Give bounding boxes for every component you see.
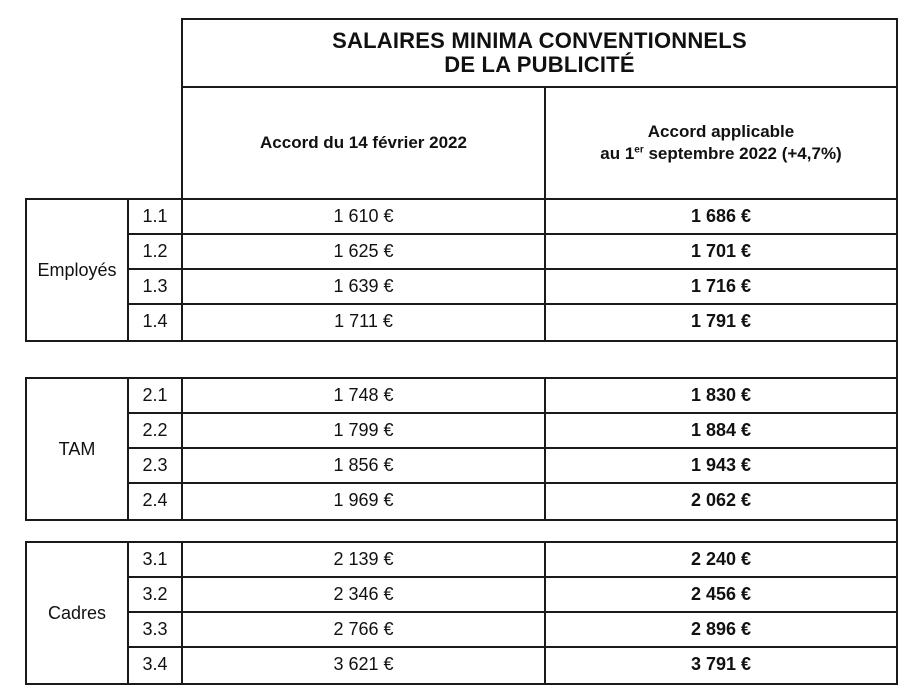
level-cell: 1.3 <box>142 276 168 296</box>
old-salary-cell: 1 639 € <box>333 276 394 296</box>
table-title-line2: DE LA PUBLICITÉ <box>444 52 635 77</box>
old-salary-cell: 1 856 € <box>333 455 394 475</box>
old-salary-cell: 1 748 € <box>333 385 394 405</box>
level-cell: 2.4 <box>142 490 168 510</box>
group-bottom-border <box>25 683 898 685</box>
new-salary-cell: 2 896 € <box>690 619 752 639</box>
old-salary-cell: 1 625 € <box>333 241 394 261</box>
new-salary-cell: 1 830 € <box>690 385 752 405</box>
new-salary-cell: 1 884 € <box>690 420 752 440</box>
old-salary-cell: 3 621 € <box>333 654 394 674</box>
new-salary-cell: 2 240 € <box>690 549 752 569</box>
column-header-new <box>546 88 896 198</box>
group-bottom-border <box>25 340 898 342</box>
new-salary-cell: 1 686 € <box>690 206 752 226</box>
group-label: TAM <box>58 438 96 459</box>
header-right-border <box>896 18 898 200</box>
level-cell: 1.4 <box>142 311 168 331</box>
old-salary-cell: 1 969 € <box>333 490 394 510</box>
old-salary-cell: 2 346 € <box>333 584 394 604</box>
level-cell: 2.3 <box>142 455 168 475</box>
column-header-new-line1: Accord applicable <box>647 122 795 141</box>
column-header-new-line2: au 1er septembre 2022 (+4,7%) <box>600 144 842 163</box>
new-salary-cell: 1 716 € <box>690 276 752 296</box>
new-salary-cell: 1 943 € <box>690 455 752 475</box>
group-right-border <box>896 541 898 685</box>
new-salary-cell: 1 701 € <box>690 241 752 261</box>
new-salary-cell: 2 456 € <box>690 584 752 604</box>
level-cell: 1.1 <box>142 206 168 226</box>
level-cell: 1.2 <box>142 241 168 261</box>
old-salary-cell: 1 610 € <box>333 206 394 226</box>
table-title-line1: SALAIRES MINIMA CONVENTIONNELS <box>332 28 747 53</box>
new-salary-cell: 2 062 € <box>690 490 752 510</box>
column-header-old: Accord du 14 février 2022 <box>260 133 467 152</box>
group-bottom-border <box>25 519 898 521</box>
old-salary-cell: 2 139 € <box>333 549 394 569</box>
level-cell: 3.2 <box>142 584 168 604</box>
old-salary-cell: 1 799 € <box>333 420 394 440</box>
group-label: Cadres <box>47 602 107 623</box>
level-cell: 3.4 <box>142 654 168 674</box>
old-salary-cell: 2 766 € <box>333 619 394 639</box>
new-salary-cell: 3 791 € <box>690 654 752 674</box>
table-title <box>183 20 896 86</box>
gap-right-border <box>896 200 898 541</box>
new-salary-cell: 1 791 € <box>690 311 752 331</box>
level-cell: 2.1 <box>142 385 168 405</box>
old-salary-cell: 1 711 € <box>334 311 393 331</box>
level-cell: 3.3 <box>142 619 168 639</box>
level-cell: 3.1 <box>142 549 168 569</box>
level-cell: 2.2 <box>142 420 168 440</box>
group-label: Employés <box>37 259 117 280</box>
